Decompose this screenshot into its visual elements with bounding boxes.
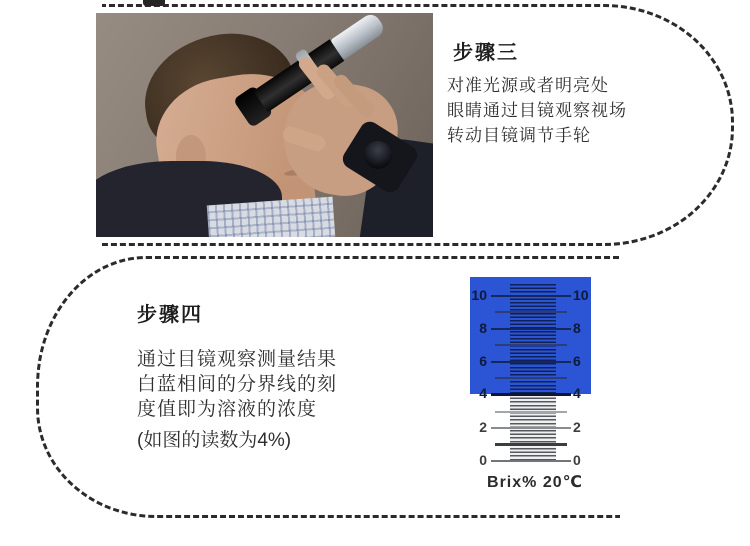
tick-label-right-2: 2	[573, 419, 581, 435]
brix-scale-graphic	[455, 268, 615, 508]
tick-label-left-10: 10	[471, 287, 487, 303]
step3-line-3: 转动目镜调节手轮	[447, 126, 591, 145]
tick-label-left-8: 8	[479, 320, 487, 336]
tick-label-left-2: 2	[479, 419, 487, 435]
tick-line-5	[495, 377, 567, 379]
tick-label-left-4: 4	[479, 385, 487, 401]
refractometer-prism-plate	[330, 13, 387, 60]
step4-line-2: 白蓝相间的分界线的刻	[137, 374, 338, 395]
step4-line-1: 通过目镜观察测量结果	[137, 349, 338, 370]
tick-line-1	[495, 443, 567, 446]
tick-line-6	[491, 361, 571, 363]
refractometer-usage-photo	[96, 13, 433, 237]
tick-line-7	[495, 344, 567, 346]
brix-unit-label: Brix% 20℃	[487, 474, 583, 491]
step3-line-1: 对准光源或者明亮处	[447, 76, 609, 95]
step4-line-3: 度值即为溶液的浓度	[137, 399, 318, 420]
top-border-corner-mark	[143, 0, 165, 6]
tick-line-0	[491, 460, 571, 462]
tick-line-2	[491, 427, 571, 429]
step3-title: 步骤三	[453, 42, 519, 64]
tick-label-left-0: 0	[479, 452, 487, 468]
step3-body	[447, 73, 627, 148]
tick-line-3	[495, 411, 567, 413]
tick-line-8	[491, 328, 571, 330]
tick-label-right-0: 0	[573, 452, 581, 468]
tick-label-right-4: 4	[573, 385, 581, 401]
tick-line-4-boundary	[491, 393, 571, 396]
tick-label-right-10: 10	[573, 287, 589, 303]
tick-line-10	[491, 295, 571, 297]
tick-label-right-6: 6	[573, 353, 581, 369]
tick-label-left-6: 6	[479, 353, 487, 369]
step3-line-2: 眼睛通过目镜观察视场	[447, 101, 627, 120]
tick-line-9	[495, 311, 567, 313]
step4-title: 步骤四	[137, 304, 203, 326]
step4-body	[137, 347, 337, 453]
tick-label-right-8: 8	[573, 320, 581, 336]
step4-reading-note: (如图的读数为4%)	[137, 430, 292, 451]
